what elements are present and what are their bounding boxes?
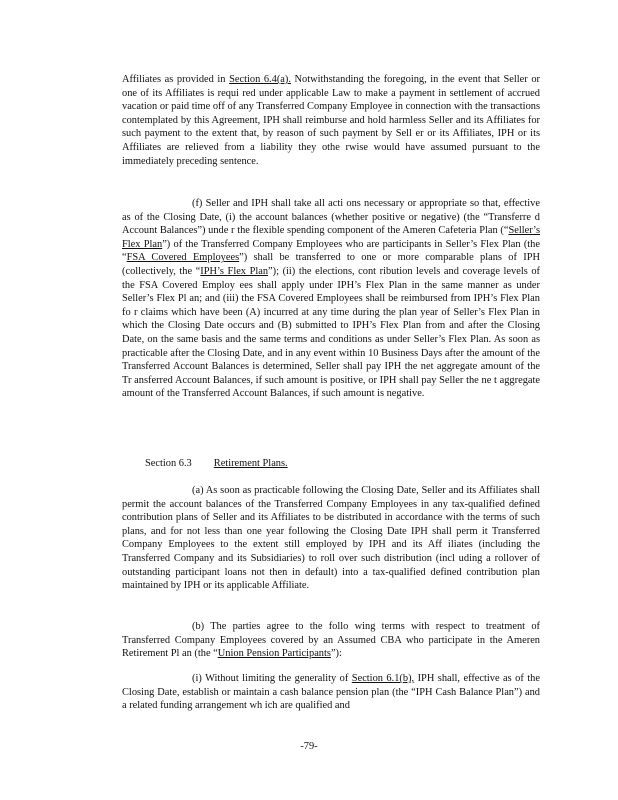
defined-term: Seller’s Flex Plan (122, 225, 540, 250)
paragraph-f: (f) Seller and IPH shall take all acti ons necessary or appropriate so that, effective as of the Closing Date, (i) the account balances (whether positive or negative) (the “Transferre d Account Balances”) unde r the flexible spending component of the Ameren Cafeteria Plan (“Seller’s Flex Plan”) of the Transferred Company Employees who are participants in Seller’s Flex Plan (the “FSA Covered Employees”) shall be transferred to one or more comparable plans of IPH (collectively, the “IPH’s Flex Plan”); (ii) the elections, cont ribution levels and coverage levels of the FSA Covered Employ ees shall apply under IPH’s Flex Plan in the same manner as under Seller’s Flex Pl an; and (iii) the FSA Covered Employees shall be reimbursed from IPH’s Flex Plan fo r claims which have been (A) incurred at any time during the plan year of Seller’s Flex Plan in which the Closing Date occurs and (B) submitted to IPH’s Flex Plan from and after the Closing Date, on the same basis and the same terms and conditions as under Seller’s Flex Plan. As soon as practicable after the Closing Date, and in any event within 10 Business Days after the amount of the Transferred Account Balances is determined, Seller shall pay IPH the net aggregate amount of the Tr ansferred Account Balances, if such amount is positive, or IPH shall pay Seller the ne t aggregate amount of the Transferred Account Balances, if such amount is negative. (122, 198, 540, 400)
paragraph-b: (b) The parties agree to the follo wing terms with respect to treatment of Transferred Company Employees covered by an Assumed CBA who participate in the Ameren Retirement Pl an (the “Union Pension Participants”): (122, 621, 540, 660)
section-reference-link: Section 6.1(b), (351, 673, 415, 684)
paragraph-continuation: Affiliates as provided in Section 6.4(a). Notwithstanding the foregoing, in the event that Seller or one of its Affiliates is requi red under applicable Law to make a payment in settlement of accrued vacation or paid time off of any Transferred Company Employee in connection with the transactions contemplated by this Agreement, IPH shall reimburse and hold harmless Seller and its Affiliates for such payment to the extent that, by reason of such payment by Sell er or its Affiliates, IPH or its Affiliates are relieved from a liability they othe rwise would have assumed pursuant to the immediately preceding sentence. (122, 74, 540, 167)
defined-term: Union Pension Participants (217, 648, 331, 660)
section-title: Retirement Plans. (213, 458, 288, 469)
defined-term: FSA Covered Employees (126, 252, 240, 264)
section-number: Section 6.3 (145, 458, 192, 469)
defined-term: IPH’s Flex Plan (200, 265, 269, 277)
section-reference-link: Section 6.4(a). (229, 74, 291, 85)
section-heading (145, 458, 288, 469)
page-number: -79- (300, 741, 318, 752)
paragraph-a: (a) As soon as practicable following the Closing Date, Seller and its Affiliates shall permit the account balances of the Transferred Company Employees in any tax-qualified defined contribution plans of Seller and its Affiliates to be distributed in accordance with the terms of such plans, and for not less than one year following the Closing Date IPH shall perm it Transferred Company Employees to the extent still employed by IPH and its Aff iliates (including the Transferred Company and its Subsidiaries) to roll over such distribution (incl uding a rollover of outstanding participant loans not then in default) into a tax-qualified defined contribution plan maintained by IPH or its applicable Affiliate. (122, 485, 540, 592)
paragraph-i: (i) Without limiting the generality of Section 6.1(b), IPH shall, effective as of the Closing Date, establish or maintain a cash balance pension plan (the “IPH Cash Balance Plan”) and a related funding arrangement wh ich are qualified and (122, 673, 540, 712)
